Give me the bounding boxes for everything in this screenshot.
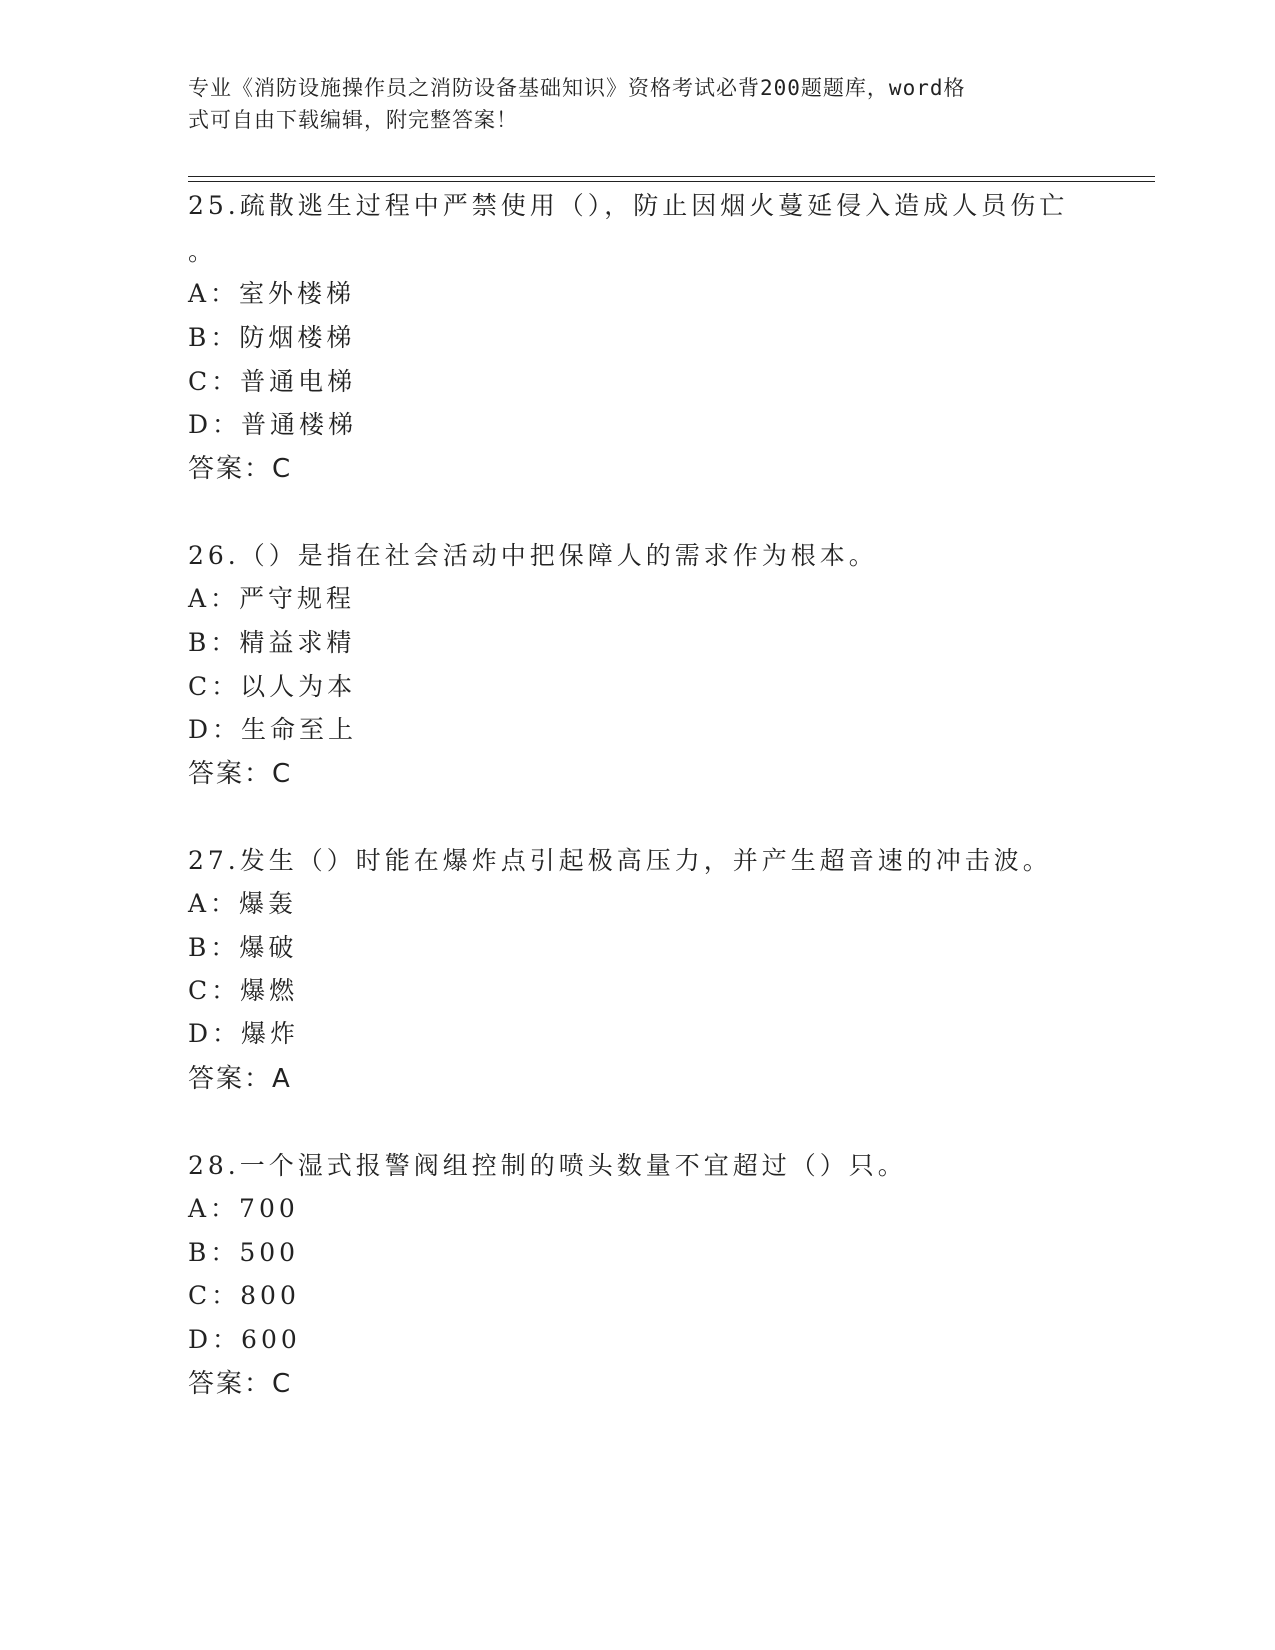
question-28-option-b: B：500 [188, 1238, 300, 1267]
question-25-stem-continued: 。 [188, 237, 218, 266]
question-26-option-a: A：严守规程 [188, 584, 356, 613]
question-25-stem: 25.疏散逃生过程中严禁使用（），防止因烟火蔓延侵入造成人员伤亡 [188, 191, 1069, 220]
question-28-option-a: A：700 [188, 1194, 299, 1223]
header-divider-bottom [188, 181, 1155, 182]
header-line-2: 式可自由下载编辑，附完整答案！ [188, 108, 518, 132]
question-25-option-b: B：防烟楼梯 [188, 323, 356, 352]
question-28-answer: 答案：C [188, 1369, 293, 1399]
question-28-option-c: C：800 [188, 1281, 300, 1310]
question-27-stem: 27.发生（）时能在爆炸点引起极高压力，并产生超音速的冲击波。 [188, 846, 1052, 875]
question-27-answer: 答案：A [188, 1064, 292, 1094]
question-26-answer: 答案：C [188, 759, 293, 789]
header-divider-top [188, 176, 1155, 177]
question-27-option-b: B：爆破 [188, 933, 298, 962]
question-25-answer: 答案：C [188, 454, 293, 484]
question-26-option-b: B：精益求精 [188, 628, 356, 657]
question-26-option-d: D：生命至上 [188, 715, 358, 744]
question-27-option-d: D：爆炸 [188, 1019, 300, 1048]
question-25-option-d: D：普通楼梯 [188, 410, 358, 439]
question-28-option-d: D：600 [188, 1325, 301, 1354]
question-25-option-a: A：室外楼梯 [188, 279, 356, 308]
question-25-option-c: C：普通电梯 [188, 367, 357, 396]
document-header [188, 72, 1068, 136]
header-line-1: 专业《消防设施操作员之消防设备基础知识》资格考试必背200题题库，word格 [188, 76, 966, 100]
question-28-stem: 28.一个湿式报警阀组控制的喷头数量不宜超过（）只。 [188, 1151, 907, 1180]
question-27-option-a: A：爆轰 [188, 889, 298, 918]
question-26-option-c: C：以人为本 [188, 672, 357, 701]
question-27-option-c: C：爆燃 [188, 976, 299, 1005]
question-26-stem: 26.（）是指在社会活动中把保障人的需求作为根本。 [188, 541, 878, 570]
